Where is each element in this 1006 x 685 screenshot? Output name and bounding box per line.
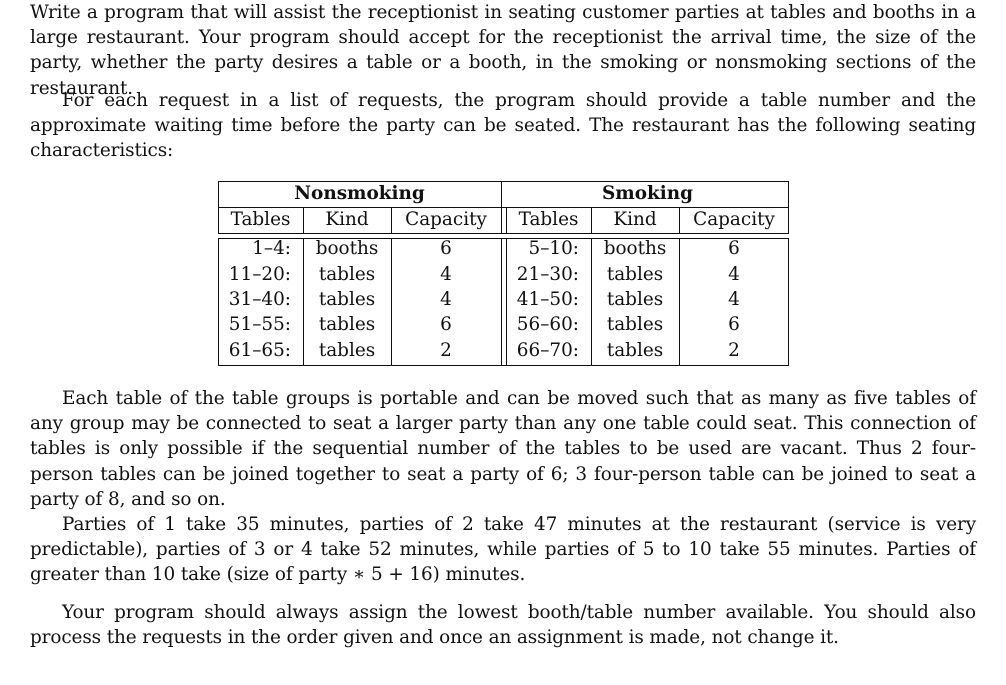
col-header-capacity: Capacity [405,209,487,230]
seating-characteristics-table [218,181,789,366]
section-nonsmoking: Nonsmoking [294,183,425,204]
table-cell: booths [603,238,667,259]
table-cell: 1–4: [252,238,291,259]
table-cell: tables [606,289,664,310]
dining-times-paragraph: Parties of 1 take 35 minutes, parties of 2 take 47 minutes at the restaurant (service is very predictable), parties of 3 or 4 take 52 minutes, while parties of 5 to 10 take 55 minutes. Parties of greater than 10 take (size of party ∗ 5 + 16) minutes. [30,514,976,586]
table-cell: 6 [728,238,740,259]
table-cell: 4 [728,264,740,285]
table-cell: 6 [728,314,740,335]
table-cell: tables [318,264,376,285]
table-cell: 4 [728,289,740,310]
table-cell: 6 [440,238,452,259]
table-cell: tables [606,314,664,335]
table-cell: tables [606,264,664,285]
table-cell: booths [315,238,379,259]
col-header-kind: Kind [325,209,369,230]
table-cell: 31–40: [228,289,291,310]
table-cell: tables [318,289,376,310]
intro-paragraph: Write a program that will assist the receptionist in seating customer parties at tables and booths in a large restaurant. Your program should accept for the receptionist the arrival time, the size of the party, whether the party desires a table or a booth, in the smoking or nonsmoking sections of the restaurant. [30,2,976,99]
table-cell: 41–50: [516,289,579,310]
table-cell: tables [318,340,376,361]
col-header-tables: Tables [518,209,579,230]
assignment-rule-paragraph: Your program should always assign the lowest booth/table number available. You should also process the requests in the order given and once an assignment is made, not change it. [30,602,976,649]
table-cell: 61–65: [228,340,291,361]
table-cell: 21–30: [516,264,579,285]
request-paragraph: For each request in a list of requests, the program should provide a table number and the approximate waiting time before the party can be seated. The restaurant has the following seating characteristics: [30,90,976,162]
table-cell: tables [318,314,376,335]
table-cell: 2 [728,340,740,361]
col-header-kind: Kind [613,209,657,230]
section-smoking: Smoking [602,183,693,204]
table-cell: 6 [440,314,452,335]
col-header-tables: Tables [230,209,291,230]
table-cell: 4 [440,264,452,285]
col-header-capacity: Capacity [693,209,775,230]
table-cell: 56–60: [516,314,579,335]
table-cell: 66–70: [516,340,579,361]
table-cell: 2 [440,340,452,361]
table-cell: 5–10: [528,238,579,259]
table-cell: tables [606,340,664,361]
table-cell: 11–20: [228,264,291,285]
table-cell: 4 [440,289,452,310]
table-cell: 51–55: [228,314,291,335]
portable-tables-paragraph: Each table of the table groups is portable and can be moved such that as many as five tables of any group may be connected to seat a larger party than any one table could seat. This connection of tables is only possible if the sequential number of the tables to be used are vacant. Thus 2 four-person tables can be joined together to seat a party of 6; 3 four-person table can be joined to seat a party of 8, and so on. [30,388,976,510]
